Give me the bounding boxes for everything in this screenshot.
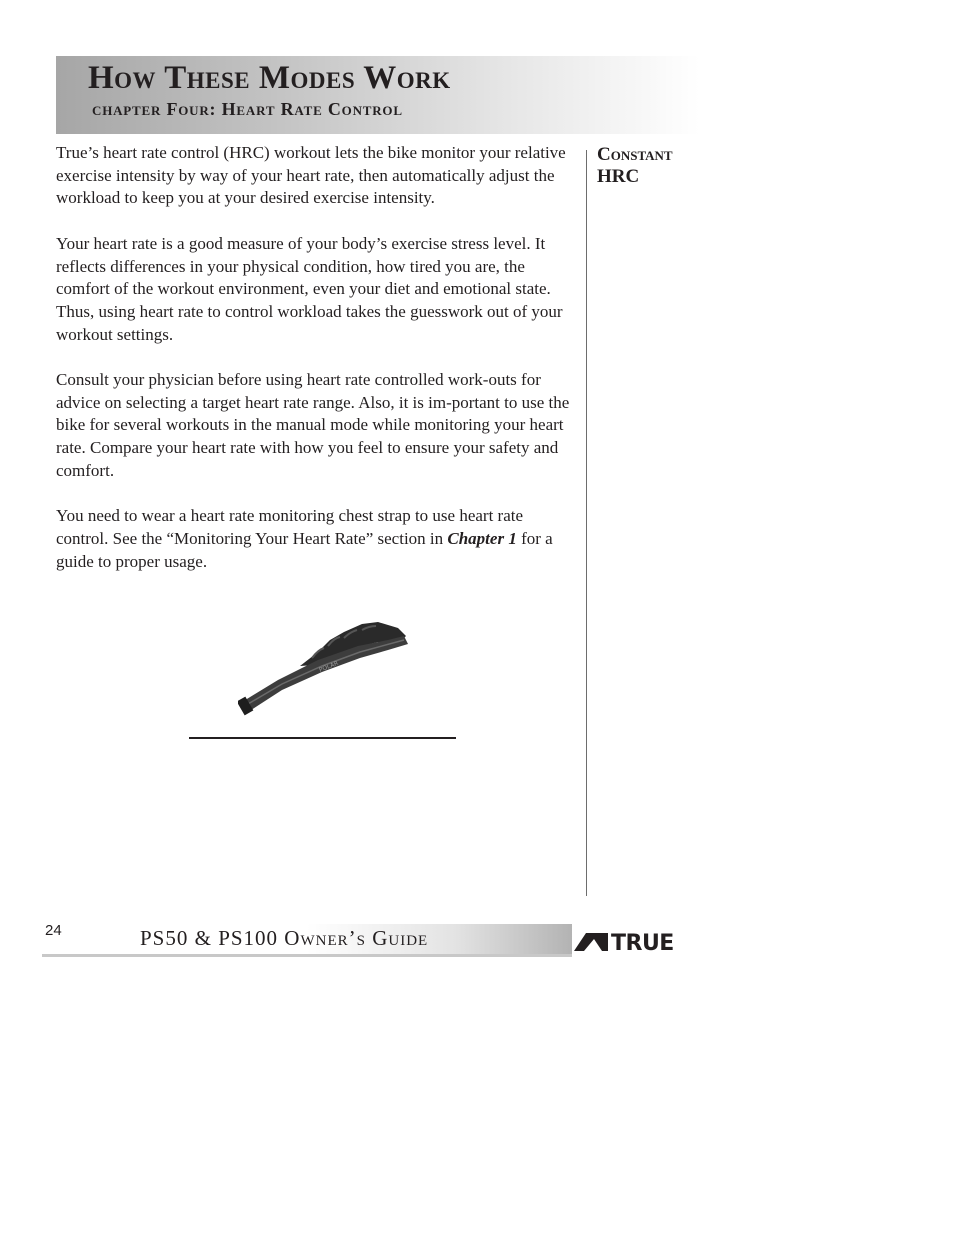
chapter-reference: Chapter 1	[447, 528, 517, 548]
chest-strap-text-before: You need to wear a heart rate monitoring chest strap to use heart rate control. See the “Monitoring Your Heart Rate” section in	[56, 506, 524, 548]
sidebar-heading-line1: Constant	[597, 144, 673, 165]
paragraph-chest-strap	[56, 505, 576, 573]
sidebar-heading	[597, 144, 717, 188]
true-logo-mark-icon	[574, 933, 608, 951]
chest-strap-logo: POLAR	[318, 659, 340, 674]
paragraph-heart-rate-measure: Your heart rate is a good measure of your body’s exercise stress level. It reflects differences in your physical condition, how tired you are, the comfort of the workout environment, even your diet and emotional state. Thus, using heart rate to control workload takes the guesswork out of your workout settings.	[56, 233, 563, 344]
true-logo-wordmark: TRUE	[611, 931, 674, 952]
paragraph-intro: True’s heart rate control (HRC) workout lets the bike monitor your relative exercise intensity by way of your heart rate, then automatically adjust the workload to keep you at your desired exercise intensity.	[56, 143, 566, 208]
guide-title: PS50 & PS100 Owner’s Guide	[140, 926, 429, 950]
true-brand-logo	[574, 930, 714, 952]
figure-rule	[189, 737, 456, 739]
column-divider	[586, 150, 587, 896]
paragraph-consult-physician: Consult your physician before using heart rate controlled work-outs for advice on selecting a target heart rate range. Also, it is im-portant to use the bike for several workouts in the manual mode while monitoring your heart rate. Compare your heart rate with how you feel to ensure your safety and comfort.	[56, 370, 570, 480]
page-title: How These Modes Work	[88, 60, 451, 96]
page-number: 24	[45, 922, 62, 939]
chest-strap-image	[238, 614, 414, 718]
chest-strap-text-after: for a guide to proper usage.	[56, 528, 553, 571]
sidebar-heading-line2: HRC	[597, 166, 640, 187]
main-text-column	[56, 142, 576, 573]
chapter-subtitle: chapter Four: Heart Rate Control	[92, 99, 403, 119]
